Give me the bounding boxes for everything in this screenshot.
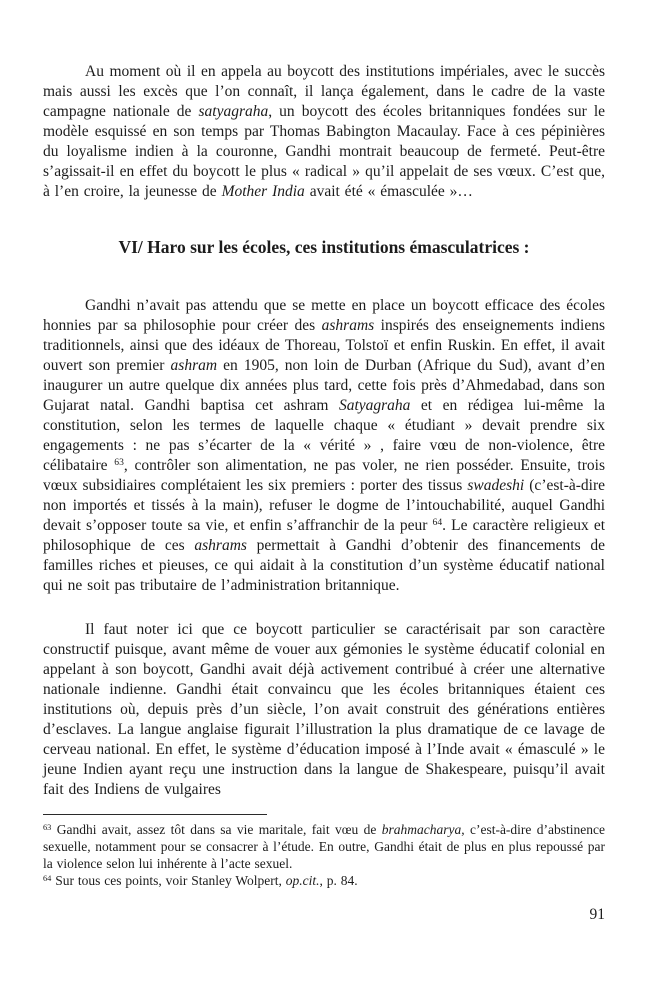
footnote-64: $^{64}$ Sur tous ces points, voir Stanley Wolpert, op.cit., p. 84. xyxy=(43,873,358,888)
body-paragraph-1: Au moment où il en appela au boycott des institutions impériales, avec le succès mais aussi les excès que l’on connaît, il lança également, dans le cadre de la vaste campagne nationale de satyagraha, un boycott des écoles britanniques fondées sur le modèle esquissé en son temps par Thomas Babington Macaulay. Face à ces pépinières du loyalisme indien à la couronne, Gandhi montrait beaucoup de fermeté. Peut-être s’agissait-il en effet du boycott le plus « radical » qu’il appelait de ses vœux. C’est que, à l’en croire, la jeunesse de Mother India avait été « émasculée »… xyxy=(43,63,606,200)
body-text xyxy=(43,62,605,800)
footnotes-section xyxy=(43,814,605,889)
body-paragraph-2: Gandhi n’avait pas attendu que se mette en place un boycott efficace des écoles honnies par sa philosophie pour créer des ashrams inspirés des enseignements indiens traditionnels, ainsi que des idéaux de Thoreau, Tolstoï et enfin Ruskin. En effet, il avait ouvert son premier ashram en 1905, non loin de Durban (Afrique du Sud), avant d’en inaugurer un autre quelque dix années plus tard, cette fois près d’Ahmedabad, dans son Gujarat natal. Gandhi baptisa cet ashram Satyagraha et en rédigea lui-même la constitution, selon les termes de laquelle chaque « étudiant » devait prendre six engagements : ne pas s’écarter de la « vérité » , faire vœu de non-violence, être célibataire $^{63}$, contrôler son alimentation, ne pas voler, ne rien posséder. Ensuite, trois vœux subsidiaires complétaient les six premiers : porter des tissus swadeshi (c’est-à-dire non importés et tissés à la main), refuser le dogme de l’intouchabilité, auquel Gandhi devait s’opposer toute sa vie, et enfin s’affranchir de la peur $^{64}$. Le caractère religieux et philosophique de ces ashrams permettait à Gandhi d’obtenir des financements de familles riches et pieuses, ce qui aidait à la constitution d’un système éducatif national qui ne soit pas tributaire de l’administration britannique. xyxy=(43,297,606,594)
page-number: 91 xyxy=(589,906,605,923)
section-heading: VI/ Haro sur les écoles, ces institutions émasculatrices : xyxy=(118,237,530,257)
footnote-63: $^{63}$ Gandhi avait, assez tôt dans sa vie maritale, fait vœu de brahmacharya, c’est-à-dire d’abstinence sexuelle, notamment pour se consacrer à l’étude. En outre, Gandhi était de plus en plus repoussé par la violence selon lui inhérente à l’acte sexuel. xyxy=(43,822,605,871)
body-paragraph-3: Il faut noter ici que ce boycott particulier se caractérisait par son caractère constructif puisque, avant même de vouer aux gémonies le système éducatif colonial en appelant à son boycott, Gandhi avait déjà activement contribué à créer une alternative nationale indienne. Gandhi était convaincu que les écoles britanniques étaient ces institutions où, depuis près d’un siècle, l’on avait construit des générations entières d’esclaves. La langue anglaise figurait l’illustration la plus dramatique de ce lavage de cerveau national. En effet, le système d’éducation imposé à l’Inde avait « émasculé » le jeune Indien ayant reçu une instruction dans la langue de Shakespeare, puisqu’il avait fait des Indiens de vulgaires xyxy=(43,621,605,798)
footnote-separator xyxy=(43,814,267,815)
